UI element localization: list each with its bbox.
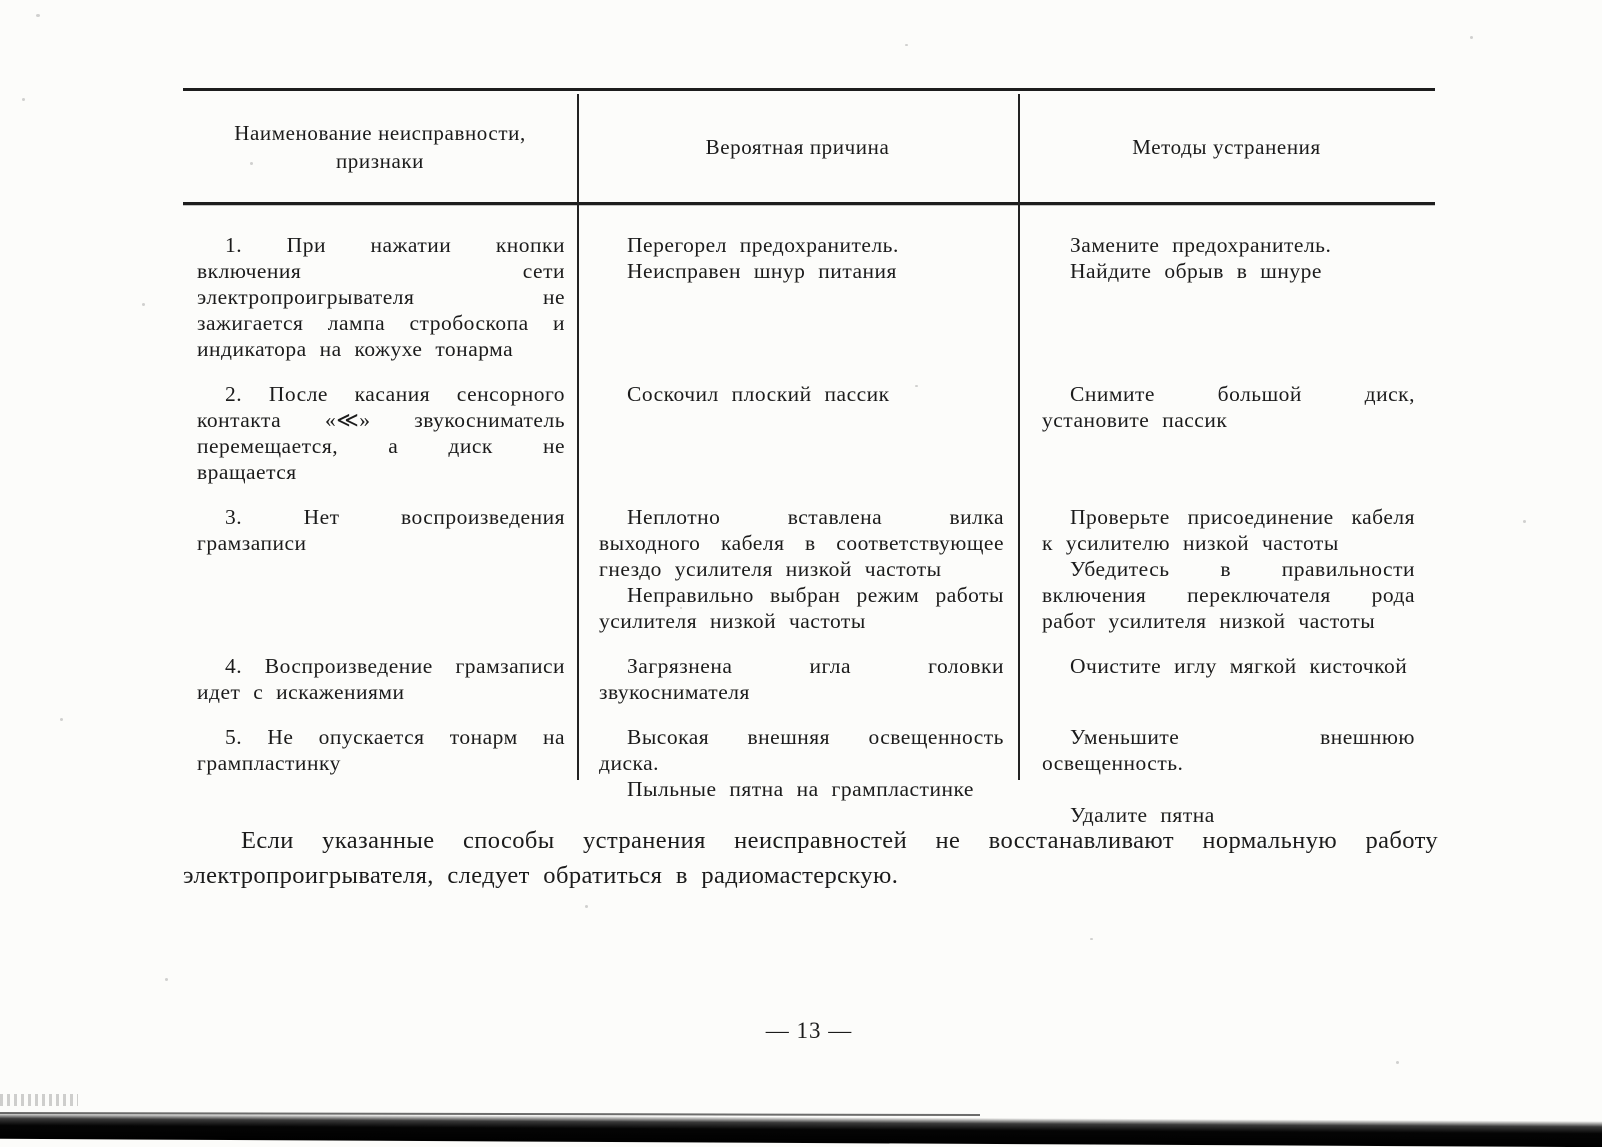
scan-speck [250,162,253,165]
remedy-cell [1018,724,1435,828]
remedy-cell [1018,653,1435,705]
remedy-cell [1018,381,1435,485]
scan-edge-band [0,1113,1602,1147]
table-row [183,504,1435,634]
cell-paragraph: Замените предохранитель. [1070,233,1332,257]
fault-cell [183,232,577,362]
scan-speck [36,14,40,17]
fault-cell [183,724,577,828]
cell-paragraph: Высокая внешняя освещенность диска. [599,725,1004,775]
scan-speck [915,385,918,387]
table-body [183,205,1435,828]
table-row [183,381,1435,485]
table-row [183,724,1435,828]
remedy-cell [1018,504,1435,634]
cell-paragraph: Проверьте присоединение кабеля к усилителю низкой частоты [1042,505,1415,555]
scan-speck [905,44,908,46]
fault-cell [183,381,577,485]
cell-paragraph: 4. Воспроизведение грамзаписи идет с искажениями [197,654,565,704]
page-number: — 13 — [765,1018,853,1043]
cell-paragraph: 5. Не опускается тонарм на грампластинку [197,725,565,775]
header-cell-remedy [1018,91,1435,202]
cell-paragraph: 2. После касания сенсорного контакта «≪» звукосниматель перемещается, а диск не вращается [197,382,565,484]
scan-speck [165,978,168,981]
header-cell-fault [183,91,577,202]
cell-paragraph: Пыльные пятна на грампластинке [627,777,974,801]
scan-speck [1523,520,1526,523]
header-cell-cause [577,91,1018,202]
fault-cell [183,504,577,634]
cell-paragraph: Неправильно выбран режим работы усилителя низкой частоты [599,583,1004,633]
cell-paragraph: Неплотно вставлена вилка выходного кабеля в соответствующее гнездо усилителя низкой частоты [599,505,1004,581]
scan-speck [22,98,25,101]
cell-paragraph: Очистите иглу мягкой кисточкой [1070,654,1408,678]
scan-smudge [0,1094,78,1106]
header-label: Методы устранения [1132,134,1321,159]
scan-speck [680,607,682,609]
cell-paragraph: Уменьшите внешнюю освещенность. [1042,725,1415,775]
table-row [183,653,1435,705]
scan-speck [60,718,63,721]
table-header-row [183,88,1435,205]
table-row [183,232,1435,362]
cell-paragraph: Найдите обрыв в шнуре [1070,259,1322,283]
cell-paragraph: 3. Нет воспроизведения грамзаписи [197,505,565,555]
cell-paragraph: Соскочил плоский пассик [627,382,890,406]
cell-paragraph: Убедитесь в правильности включения переключателя рода работ усилителя низкой частоты [1042,557,1415,633]
fault-cell [183,653,577,705]
cell-paragraph: Удалите пятна [1070,803,1215,827]
cell-paragraph: 1. При нажатии кнопки включения сети электропроигрывателя не зажигается лампа стробоскопа и индикатора на кожухе тонарма [197,233,565,361]
scan-speck [1396,1061,1399,1064]
closing-note: Если указанные способы устранения неисправностей не восстанавливают нормальную работу электропроигрывателя, следует обратиться в радиомастерскую. [183,826,1438,889]
troubleshooting-table [183,88,1435,847]
cell-paragraph: Снимите большой диск, установите пассик [1042,382,1415,432]
scan-speck [142,303,145,306]
cause-cell [577,232,1018,362]
remedy-cell [1018,232,1435,362]
cause-cell [577,381,1018,485]
scan-speck [1470,36,1473,39]
cause-cell [577,724,1018,828]
cause-cell [577,653,1018,705]
header-label: Вероятная причина [705,134,890,159]
cell-paragraph: Загрязнена игла головки звукоснимателя [599,654,1004,704]
scan-speck [585,905,588,908]
cause-cell [577,504,1018,634]
scan-speck [1090,938,1093,940]
cell-paragraph: Неисправен шнур питания [627,259,897,283]
cell-paragraph: Перегорел предохранитель. [627,233,899,257]
header-label: Наименование неисправности, признаки [234,120,526,173]
